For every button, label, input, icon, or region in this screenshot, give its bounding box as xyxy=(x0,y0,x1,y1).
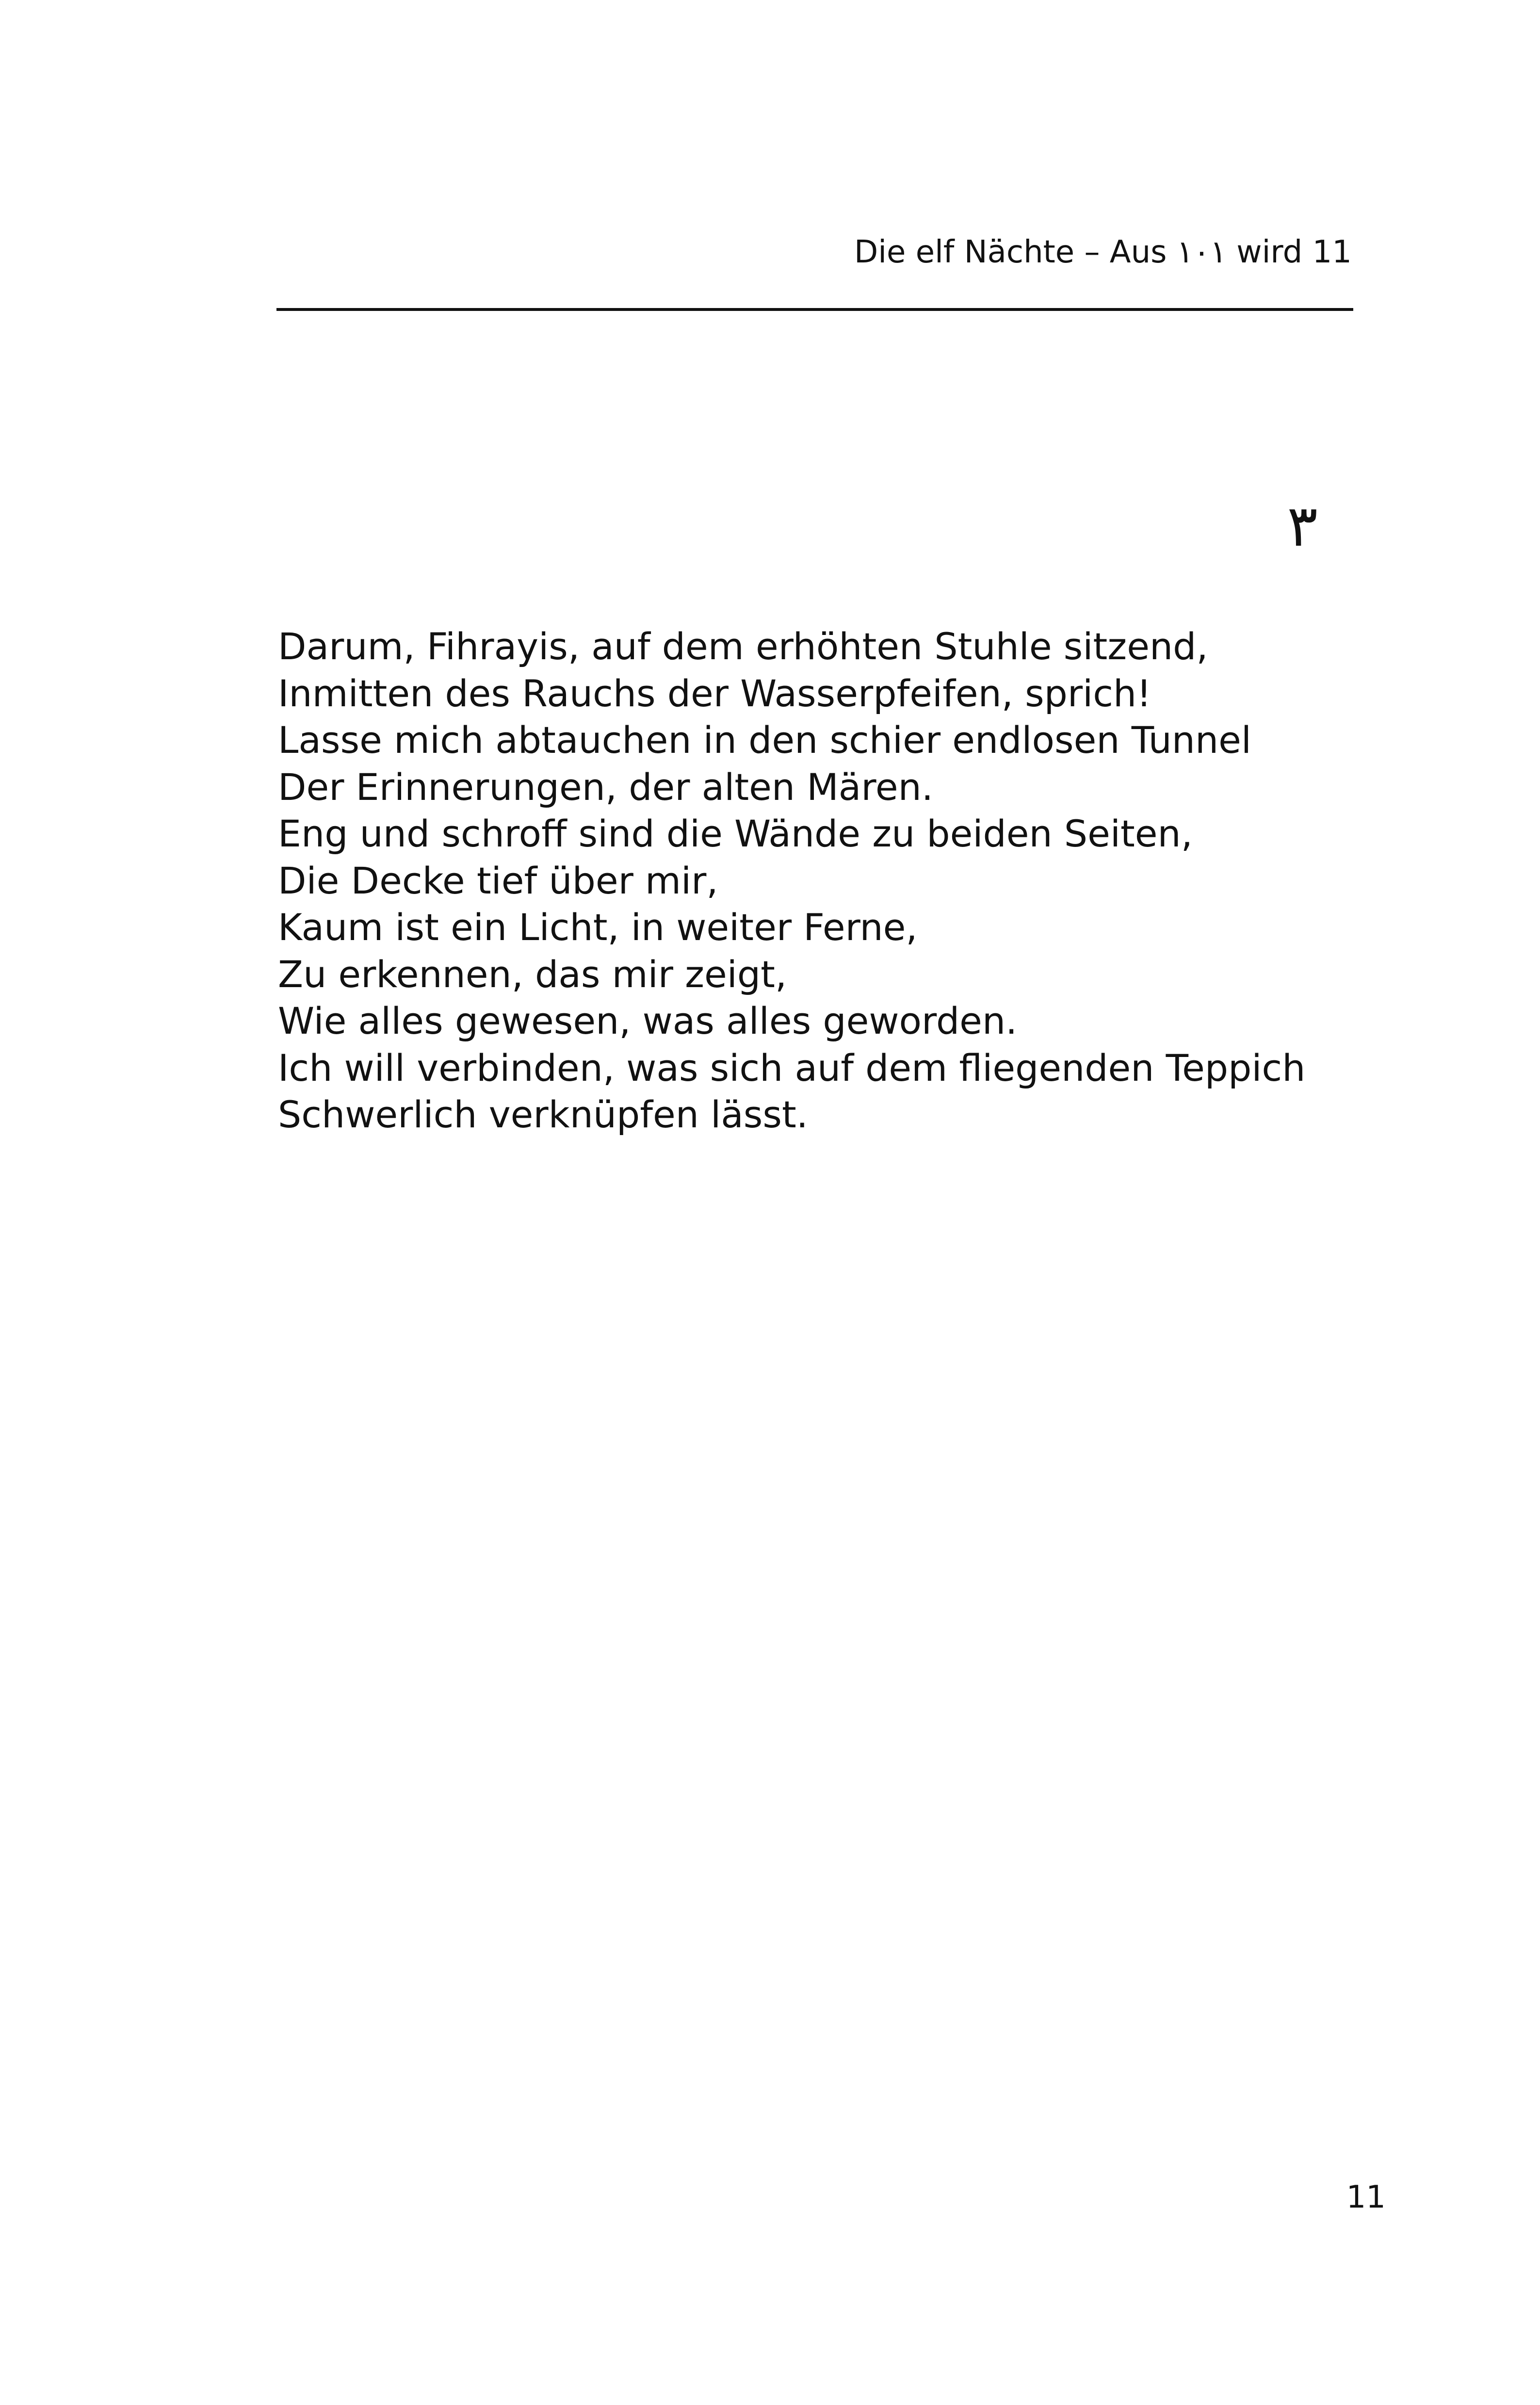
poem-line: Lasse mich abtauchen in den schier endlosen Tunnel xyxy=(278,718,1251,762)
poem-line: Zu erkennen, das mir zeigt, xyxy=(278,952,787,996)
page-number: 11 xyxy=(1346,2179,1386,2215)
poem-line: Inmitten des Rauchs der Wasserpfeifen, sprich! xyxy=(278,671,1151,715)
poem-line: Wie alles gewesen, was alles geworden. xyxy=(278,999,1018,1042)
poem-line: Kaum ist ein Licht, in weiter Ferne, xyxy=(278,906,918,949)
poem-line: Darum, Fihrayis, auf dem erhöhten Stuhle sitzend, xyxy=(278,625,1208,668)
poem-line: Schwerlich verknüpfen lässt. xyxy=(278,1093,808,1136)
poem-line: Ich will verbinden, was sich auf dem fliegenden Teppich xyxy=(278,1046,1306,1089)
poem-line: Eng und schroff sind die Wände zu beiden Seiten, xyxy=(278,812,1193,855)
poem-line: Der Erinnerungen, der alten Mären. xyxy=(278,765,934,809)
poem xyxy=(278,623,1305,1138)
running-header: Die elf Nächte – Aus ١٠١ wird 11 xyxy=(854,234,1352,270)
header-rule xyxy=(276,308,1353,311)
poem-line: Die Decke tief über mir, xyxy=(278,859,718,902)
section-number: ٣ xyxy=(1287,492,1318,559)
